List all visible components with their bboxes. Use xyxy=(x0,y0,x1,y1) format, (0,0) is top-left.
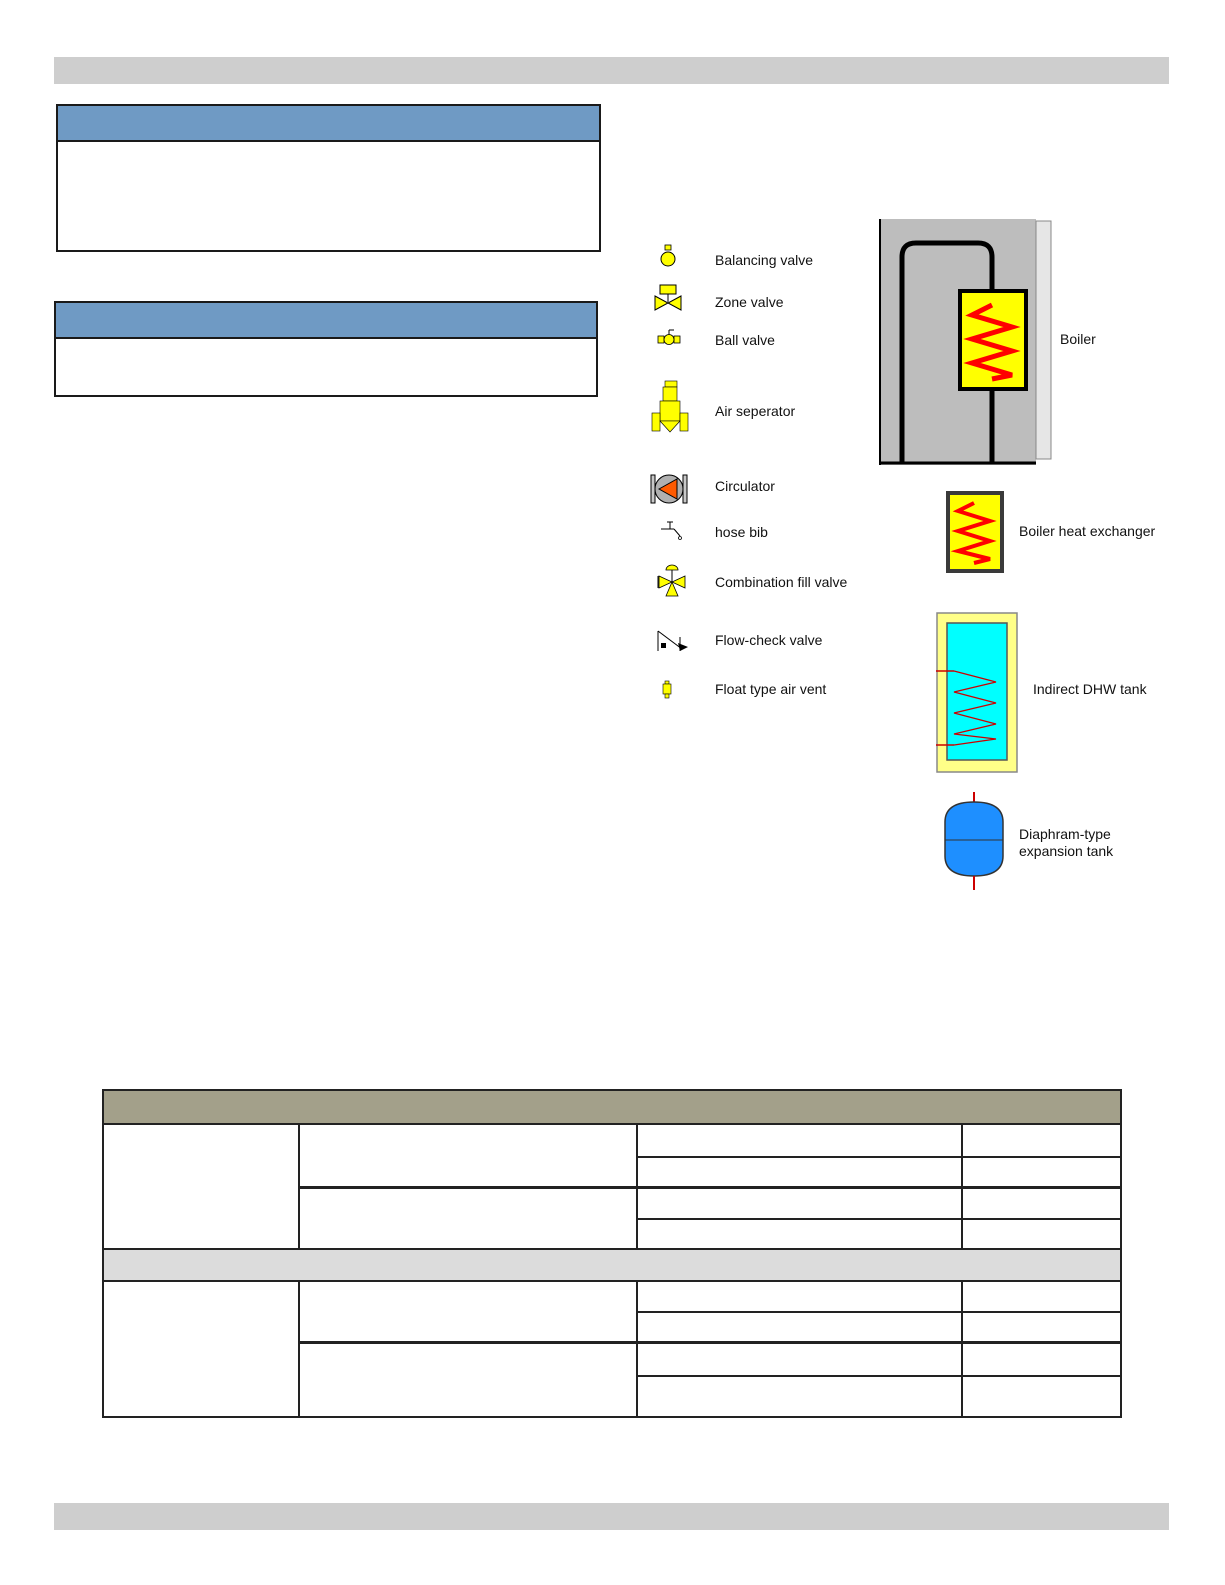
table-divider xyxy=(300,1186,1120,1189)
table-divider xyxy=(300,1341,1120,1344)
notice-box-1-header xyxy=(58,106,599,142)
air-separator-icon xyxy=(651,380,689,436)
ball-valve-icon xyxy=(657,329,681,347)
page-footer-bar xyxy=(54,1503,1169,1530)
boiler-heat-exchanger-icon xyxy=(946,491,1006,575)
combination-fill-valve-icon xyxy=(655,562,687,598)
page-header-bar xyxy=(54,57,1169,84)
table-subheader-row xyxy=(104,1248,1120,1282)
data-table xyxy=(102,1089,1122,1418)
legend-label-ball-valve: Ball valve xyxy=(715,332,775,348)
legend-label-balancing-valve: Balancing valve xyxy=(715,252,814,268)
legend-label-circulator: Circulator xyxy=(715,478,775,494)
legend-label-hose-bib: hose bib xyxy=(715,524,768,540)
expansion-tank-icon xyxy=(943,792,1005,892)
table-divider xyxy=(638,1218,1120,1220)
table-divider xyxy=(298,1280,300,1416)
circulator-icon xyxy=(650,473,688,505)
hose-bib-icon xyxy=(660,520,686,542)
legend-label-air-separator: Air seperator xyxy=(715,403,796,419)
legend-label-combination-fill-valve: Combination fill valve xyxy=(715,574,848,590)
legend-label-zone-valve: Zone valve xyxy=(715,294,784,310)
indirect-dhw-tank-icon xyxy=(936,612,1020,774)
float-air-vent-icon xyxy=(660,681,674,699)
component-label-boiler-heat-exchanger: Boiler heat exchanger xyxy=(1019,523,1156,539)
table-divider xyxy=(638,1156,1120,1158)
flow-check-valve-icon xyxy=(656,629,690,653)
legend-label-float-air-vent: Float type air vent xyxy=(715,681,827,697)
table-divider xyxy=(638,1375,1120,1377)
zone-valve-icon xyxy=(653,284,683,312)
component-label-boiler: Boiler xyxy=(1060,331,1096,347)
table-divider xyxy=(961,1280,963,1416)
notice-box-2 xyxy=(54,301,598,397)
table-divider xyxy=(636,1280,638,1416)
component-label-expansion-tank: Diaphram-type expansion tank xyxy=(1019,826,1114,859)
table-divider xyxy=(638,1311,1120,1313)
legend-label-flow-check-valve: Flow-check valve xyxy=(715,632,823,648)
notice-box-2-header xyxy=(56,303,596,339)
balancing-valve-icon xyxy=(656,244,680,270)
component-label-indirect-dhw-tank: Indirect DHW tank xyxy=(1033,681,1147,697)
notice-box-1 xyxy=(56,104,601,252)
table-header-row xyxy=(104,1091,1120,1125)
boiler-icon xyxy=(880,219,1057,468)
